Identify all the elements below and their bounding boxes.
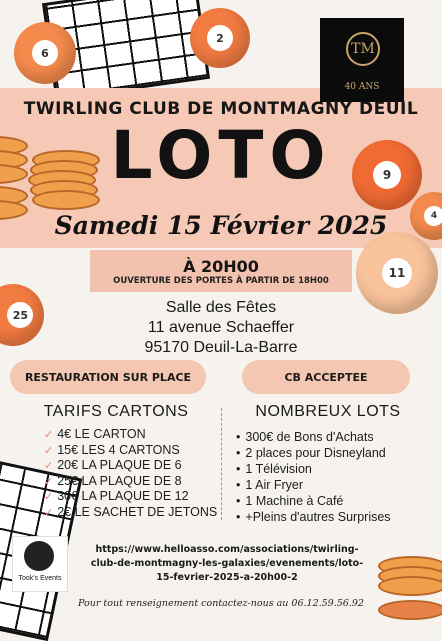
tarifs-list	[44, 427, 220, 520]
link-line2: club-de-montmagny-les-galaxies/evenements/loto-	[90, 558, 364, 569]
lot-item-label: 300€ de Bons d'Achats	[245, 430, 374, 444]
lot-item-label: 1 Télévision	[245, 462, 312, 476]
doors-opening: OUVERTURE DES PORTES À PARTIR DE 18H00	[113, 276, 329, 286]
contact-info: Pour tout renseignement contactez-nous au 06.12.59.56.92	[78, 598, 364, 609]
lot-item-label: 1 Machine à Café	[245, 494, 344, 508]
bullet-icon: •	[236, 446, 241, 460]
club-name: TWIRLING CLUB DE MONTMAGNY DEUIL	[23, 99, 419, 119]
tarifs-title: TARIFS CARTONS	[43, 403, 189, 420]
ball-6-number: 6	[32, 40, 58, 66]
tarif-item-label: 2€ LE SACHET DE JETONS	[57, 504, 218, 519]
check-icon: ✓	[44, 460, 54, 472]
bullet-icon: •	[236, 462, 241, 476]
tarif-item-label: 15€ LES 4 CARTONS	[57, 442, 180, 457]
sponsor-face-icon	[24, 541, 54, 571]
tarif-item-label: 4€ LE CARTON	[57, 427, 146, 441]
ball-6	[14, 22, 76, 84]
check-icon: ✓	[44, 444, 54, 457]
lot-item	[236, 461, 440, 477]
restauration-badge: RESTAURATION SUR PLACE	[10, 360, 206, 394]
club-logo-emblem: TM	[346, 32, 380, 66]
tarif-item	[44, 458, 220, 474]
bullet-icon: •	[236, 478, 241, 492]
lot-item-label: +Pleins d'autres Surprises	[245, 510, 391, 524]
lot-item	[236, 509, 440, 525]
lot-item-label: 1 Air Fryer	[245, 478, 304, 492]
check-icon: ✓	[44, 491, 54, 503]
lot-item	[236, 477, 440, 493]
club-logo-caption: 40 ANS	[344, 82, 380, 92]
bullet-icon: •	[236, 510, 241, 524]
link-line1: https://www.helloasso.com/associations/twirling-	[95, 544, 359, 555]
chip-stack-bottom-right	[378, 556, 442, 626]
tarif-item	[44, 489, 220, 505]
page-title: LOTO	[110, 117, 332, 194]
cb-badge: CB ACCEPTEE	[242, 360, 410, 394]
ball-11-number: 11	[382, 258, 412, 288]
sponsor-logo	[12, 536, 68, 592]
venue-address	[0, 298, 442, 358]
ball-25-number: 25	[7, 302, 33, 328]
venue-line3: 95170 Deuil-La-Barre	[144, 339, 298, 356]
tarif-item	[44, 443, 220, 459]
check-icon: ✓	[44, 506, 54, 519]
bullet-icon: •	[236, 430, 241, 444]
column-divider	[221, 408, 222, 520]
link-line3: 15-fevrier-2025-a-20h00-2	[156, 572, 298, 583]
ball-4-number: 4	[424, 206, 442, 226]
lot-item	[236, 429, 440, 445]
event-time: À 20H00	[183, 257, 259, 276]
venue-line2: 11 avenue Schaeffer	[147, 319, 295, 336]
check-icon: ✓	[44, 429, 54, 441]
event-date: Samedi 15 Février 2025	[54, 211, 388, 240]
tarif-item	[44, 505, 220, 521]
ball-9-number: 9	[373, 161, 401, 189]
lot-item	[236, 493, 440, 509]
club-logo	[320, 18, 404, 102]
tarif-item-label: 20€ LA PLAQUE DE 6	[57, 458, 182, 472]
sponsor-name: Took's Events	[18, 575, 62, 582]
lot-item	[236, 445, 440, 461]
lots-title: NOMBREUX LOTS	[255, 403, 401, 420]
venue-line1: Salle des Fêtes	[165, 299, 277, 316]
lot-item-label: 2 places pour Disneyland	[245, 446, 386, 460]
ball-2-number: 2	[207, 25, 233, 51]
bullet-icon: •	[236, 494, 241, 508]
check-icon: ✓	[44, 475, 54, 488]
tarif-item	[44, 474, 220, 490]
tarif-item	[44, 427, 220, 443]
ball-2	[190, 8, 250, 68]
helloasso-link[interactable]	[72, 543, 382, 585]
tarif-item-label: 25€ LA PLAQUE DE 8	[57, 473, 182, 488]
tarif-item-label: 30€ LA PLAQUE DE 12	[57, 489, 189, 503]
lots-list	[236, 429, 440, 525]
